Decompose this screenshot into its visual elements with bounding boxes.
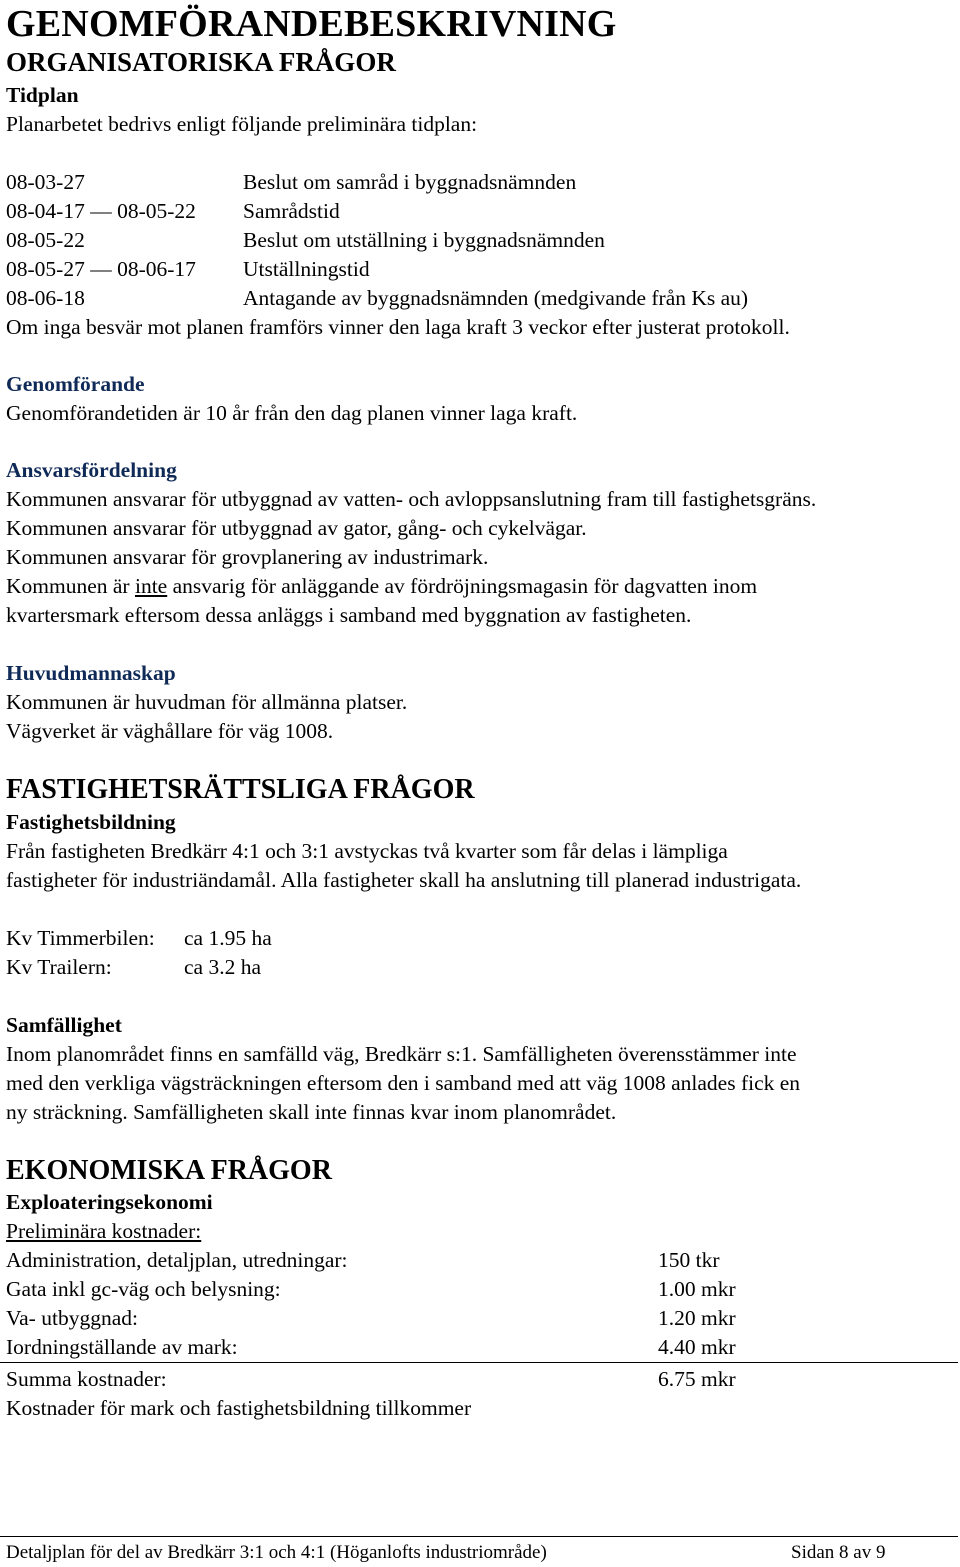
document-title: GENOMFÖRANDEBESKRIVNING — [6, 3, 617, 45]
subheading-fastighetsbildning: Fastighetsbildning — [6, 810, 176, 834]
kv-area: ca 3.2 ha — [184, 955, 262, 979]
ansvar-line: Kommunen ansvarar för grovplanering av industrimark. — [6, 545, 489, 569]
samfallighet-line: ny sträckning. Samfälligheten skall inte finnas kvar inom planområdet. — [6, 1100, 617, 1124]
tidplan-date: 08-05-22 — [6, 228, 85, 252]
ansvar-text: ansvarig för anläggande av fördröjningsmagasin för dagvatten inom — [167, 574, 758, 598]
tidplan-event: Utställningstid — [243, 257, 370, 281]
tidplan-date: 08-04-17 — 08-05-22 — [6, 199, 196, 223]
fastighetsbildning-line: Från fastigheten Bredkärr 4:1 och 3:1 avstyckas två kvarter som får delas i lämpliga — [6, 839, 728, 863]
tidplan-event: Antagande av byggnadsnämnden (medgivande från Ks au) — [243, 286, 749, 310]
cost-item: Administration, detaljplan, utredningar: — [6, 1248, 348, 1272]
ansvar-line: Kommunen ansvarar för utbyggnad av vatten- och avloppsanslutning fram till fastighetsgräns. — [6, 487, 817, 511]
footer-divider — [0, 1536, 958, 1537]
sum-amount: 6.75 mkr — [658, 1367, 736, 1391]
subheading-exploateringsekonomi: Exploateringsekonomi — [6, 1190, 213, 1214]
cost-amount: 1.20 mkr — [658, 1306, 736, 1330]
kv-area: ca 1.95 ha — [184, 926, 272, 950]
section-heading-fastighetsrattsliga: FASTIGHETSRÄTTSLIGA FRÅGOR — [6, 774, 475, 805]
kv-name: Kv Trailern: — [6, 955, 112, 979]
tidplan-date: 08-06-18 — [6, 286, 85, 310]
tidplan-event: Samrådstid — [243, 199, 340, 223]
tidplan-date: 08-05-27 — 08-06-17 — [6, 257, 196, 281]
samfallighet-line: Inom planområdet finns en samfälld väg, Bredkärr s:1. Samfälligheten överensstämmer inte — [6, 1042, 797, 1066]
tidplan-note: Om inga besvär mot planen framförs vinner den laga kraft 3 veckor efter justerat protokoll. — [6, 315, 790, 339]
subheading-tidplan: Tidplan — [6, 83, 79, 107]
tidplan-event: Beslut om utställning i byggnadsnämnden — [243, 228, 605, 252]
section-heading-ekonomiska: EKONOMISKA FRÅGOR — [6, 1155, 332, 1186]
fastighetsbildning-line: fastigheter för industriändamål. Alla fastigheter skall ha anslutning till planerad industrigata. — [6, 868, 802, 892]
subheading-ansvarsfordelning: Ansvarsfördelning — [6, 458, 177, 482]
subheading-genomforande: Genomförande — [6, 372, 145, 396]
footer-page-number: Sidan 8 av 9 — [791, 1542, 886, 1563]
cost-item: Iordningställande av mark: — [6, 1335, 238, 1359]
cost-amount: 1.00 mkr — [658, 1277, 736, 1301]
tidplan-event: Beslut om samråd i byggnadsnämnden — [243, 170, 577, 194]
cost-item: Gata inkl gc-väg och belysning: — [6, 1277, 281, 1301]
genomforande-text: Genomförandetiden är 10 år från den dag planen vinner laga kraft. — [6, 401, 578, 425]
section-heading-organisatoriska: ORGANISATORISKA FRÅGOR — [6, 47, 396, 77]
cost-item: Va- utbyggnad: — [6, 1306, 138, 1330]
huvudmannaskap-line: Vägverket är väghållare för väg 1008. — [6, 719, 334, 743]
ansvar-line: kvartersmark eftersom dessa anläggs i samband med byggnation av fastigheten. — [6, 603, 692, 627]
huvudmannaskap-line: Kommunen är huvudman för allmänna platser. — [6, 690, 408, 714]
samfallighet-line: med den verkliga vägsträckningen eftersom den i samband med att väg 1008 anlades fick en — [6, 1071, 801, 1095]
sum-label: Summa kostnader: — [6, 1367, 167, 1391]
subheading-samfallighet: Samfällighet — [6, 1013, 122, 1037]
tidplan-intro: Planarbetet bedrivs enligt följande preliminära tidplan: — [6, 112, 478, 136]
sum-divider — [0, 1362, 958, 1363]
tidplan-date: 08-03-27 — [6, 170, 85, 194]
ansvar-underlined-word: inte — [134, 574, 168, 598]
ansvar-line — [6, 572, 757, 601]
ansvar-line: Kommunen ansvarar för utbyggnad av gator, gång- och cykelvägar. — [6, 516, 587, 540]
subheading-huvudmannaskap: Huvudmannaskap — [6, 661, 176, 685]
ansvar-text: Kommunen är — [6, 574, 135, 598]
kv-name: Kv Timmerbilen: — [6, 926, 155, 950]
cost-amount: 4.40 mkr — [658, 1335, 736, 1359]
cost-amount: 150 tkr — [658, 1248, 720, 1272]
costs-extra-note: Kostnader för mark och fastighetsbildning tillkommer — [6, 1396, 472, 1420]
preliminara-kostnader-label: Preliminära kostnader: — [6, 1219, 202, 1243]
footer-plan-title: Detaljplan för del av Bredkärr 3:1 och 4:1 (Höganlofts industriområde) — [6, 1542, 547, 1563]
